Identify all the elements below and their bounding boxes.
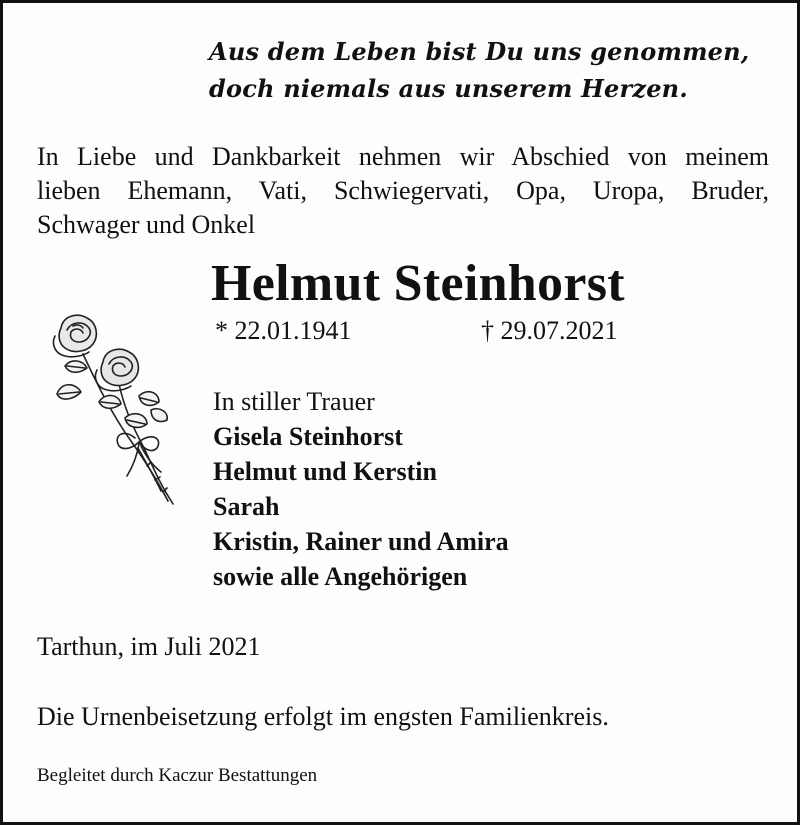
- burial-note: Die Urnenbeisetzung erfolgt im engsten Familienkreis.: [37, 702, 609, 731]
- mourner-name: Helmut und Kerstin: [213, 457, 437, 486]
- undertaker-credit: Begleitet durch Kaczur Bestattungen: [37, 765, 318, 786]
- deceased-name: Helmut Steinhorst: [211, 255, 625, 312]
- mourner-name: Sarah: [213, 492, 280, 521]
- motto-quote: [209, 33, 749, 107]
- intro-text: [37, 140, 769, 242]
- mourner-name: Gisela Steinhorst: [213, 422, 403, 451]
- motto-line-2: doch niemals aus unserem Herzen.: [209, 74, 688, 103]
- place-date: Tarthun, im Juli 2021: [37, 632, 261, 661]
- intro-line-3: Schwager und Onkel: [37, 210, 256, 239]
- mourning-heading: In stiller Trauer: [213, 387, 375, 416]
- roses-icon: [43, 306, 185, 511]
- birth-date: * 22.01.1941: [215, 316, 352, 345]
- mourners-block: [213, 384, 509, 594]
- motto-line-1: Aus dem Leben bist Du uns genommen,: [209, 37, 750, 66]
- mourner-name: Kristin, Rainer und Amira: [213, 527, 509, 556]
- intro-line-2: lieben Ehemann, Vati, Schwiegervati, Opa, Uropa, Bruder,: [37, 176, 769, 205]
- mourner-name: sowie alle Angehörigen: [213, 562, 468, 591]
- intro-line-1: In Liebe und Dankbarkeit nehmen wir Abschied von meinem: [37, 142, 769, 171]
- death-date: † 29.07.2021: [481, 316, 618, 345]
